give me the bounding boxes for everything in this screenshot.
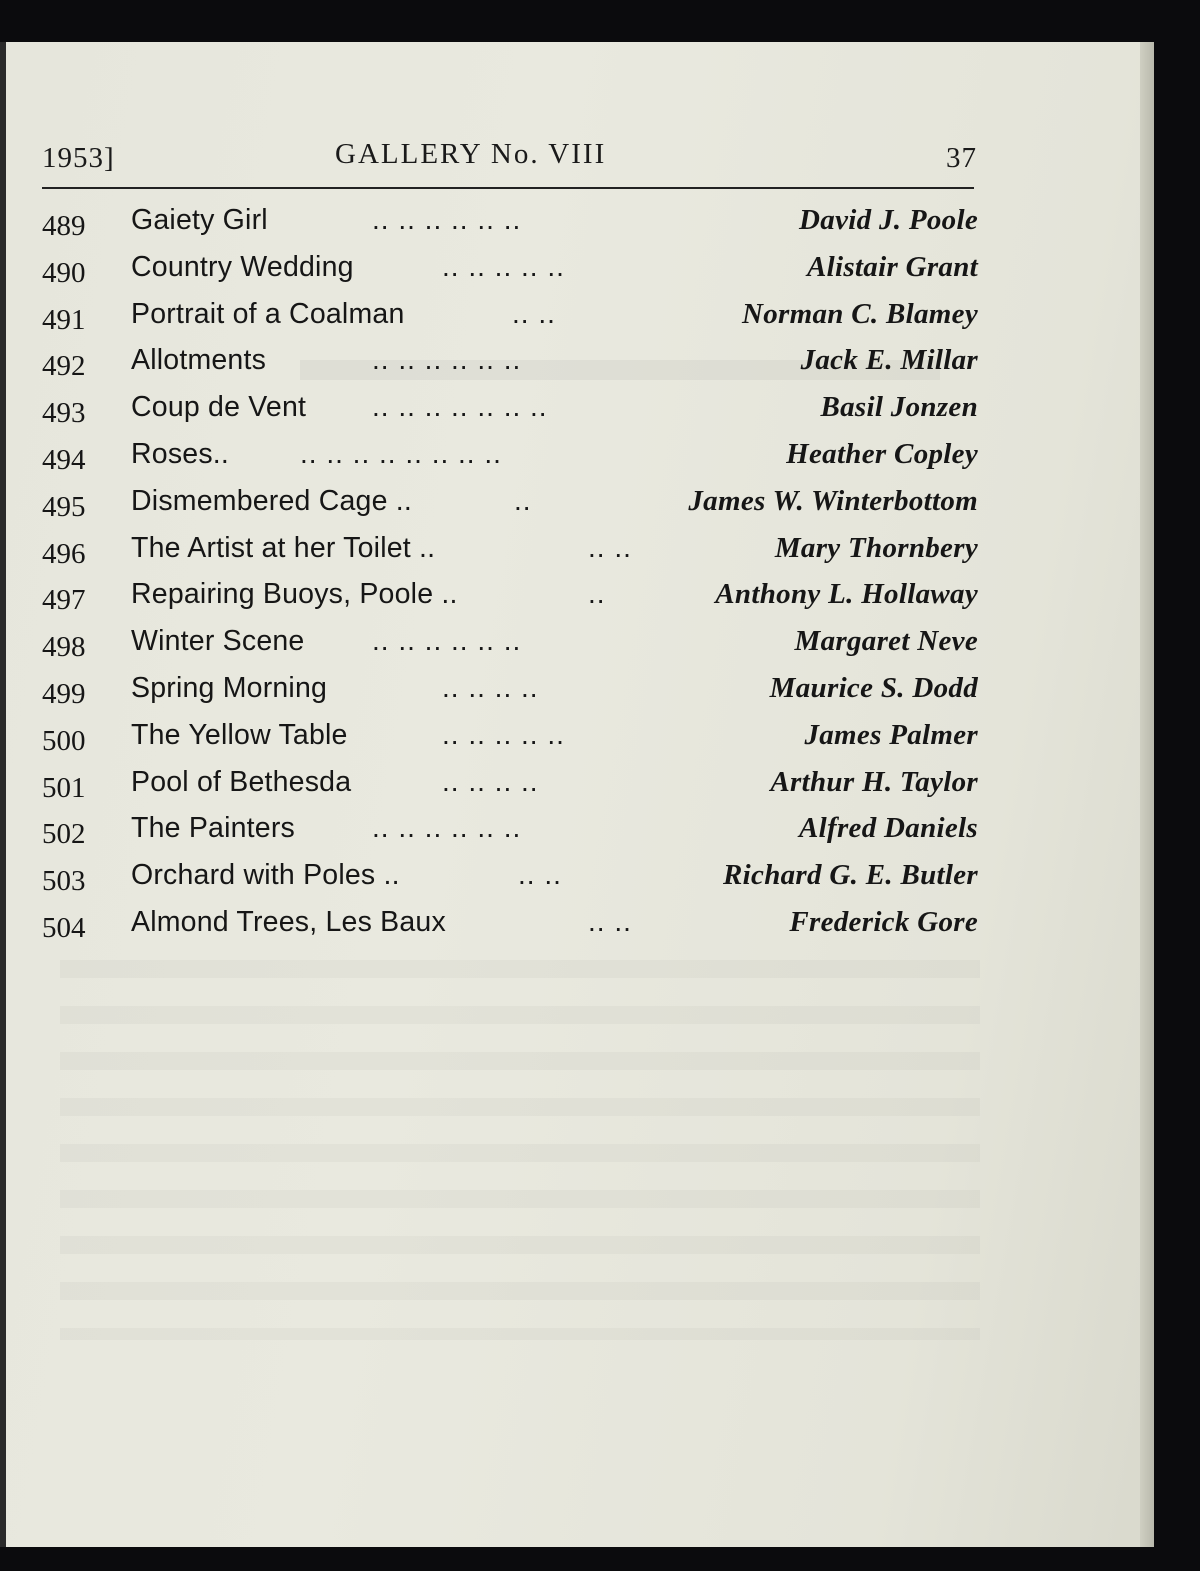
entry-artist: Basil Jonzen xyxy=(820,391,978,424)
entry-number: 494 xyxy=(42,443,86,476)
entry-title: Gaiety Girl xyxy=(131,204,268,236)
catalogue-entry xyxy=(42,857,978,904)
entry-number: 502 xyxy=(42,818,86,851)
entry-title: The Painters xyxy=(131,812,295,845)
dot-leader: .. .. .. .. .. .. xyxy=(372,625,522,657)
dot-leader: .. .. .. .. .. .. xyxy=(372,344,522,376)
catalogue-entry xyxy=(42,717,978,764)
dot-leader: .. .. xyxy=(518,859,562,891)
catalogue-entry xyxy=(42,764,978,811)
entry-artist: Alfred Daniels xyxy=(798,812,978,845)
entry-title: Spring Morning xyxy=(131,671,328,704)
catalogue-entry xyxy=(42,342,978,389)
entry-artist: James Palmer xyxy=(804,718,978,751)
entry-artist: David J. Poole xyxy=(799,204,978,236)
entry-title: Winter Scene xyxy=(131,625,305,658)
entry-title: Almond Trees, Les Baux xyxy=(131,905,446,938)
header-rule xyxy=(42,187,974,189)
entry-number: 497 xyxy=(42,584,86,617)
entry-title: Dismembered Cage .. xyxy=(131,484,412,517)
running-header xyxy=(42,138,977,178)
catalogue-entry xyxy=(42,483,978,530)
dot-leader: .. .. xyxy=(512,297,556,329)
entry-artist: James W. Winterbottom xyxy=(688,484,978,517)
catalogue-entry xyxy=(42,904,978,951)
catalogue-entry xyxy=(42,389,978,436)
dot-leader: .. .. .. .. .. xyxy=(442,250,565,282)
dot-leader: .. .. xyxy=(588,905,632,937)
page-number: 37 xyxy=(946,142,977,174)
catalogue-list xyxy=(42,202,978,951)
dot-leader: .. .. .. .. xyxy=(442,765,539,797)
dot-leader: .. .. .. .. .. .. .. xyxy=(372,391,548,423)
entry-artist: Jack E. Millar xyxy=(800,344,978,377)
catalogue-entry xyxy=(42,810,978,857)
header-title: GALLERY No. VIII xyxy=(335,138,607,170)
dot-leader: .. xyxy=(514,484,532,516)
page-edge xyxy=(1140,42,1154,1547)
entry-artist: Maurice S. Dodd xyxy=(769,671,978,704)
entry-artist: Norman C. Blamey xyxy=(741,297,978,330)
entry-title: The Artist at her Toilet .. xyxy=(131,531,436,564)
entry-number: 501 xyxy=(42,771,86,804)
entry-number: 504 xyxy=(42,911,86,944)
catalogue-entry xyxy=(42,249,978,296)
entry-number: 493 xyxy=(42,397,86,430)
catalogue-entry xyxy=(42,576,978,623)
catalogue-entry xyxy=(42,202,978,249)
dot-leader: .. .. .. .. .. .. xyxy=(372,204,522,235)
entry-artist: Arthur H. Taylor xyxy=(770,765,978,798)
entry-number: 489 xyxy=(42,210,86,242)
entry-number: 498 xyxy=(42,631,86,664)
entry-artist: Margaret Neve xyxy=(794,625,978,658)
dot-leader: .. .. .. .. .. xyxy=(442,718,565,750)
catalogue-entry xyxy=(42,623,978,670)
dot-leader: .. .. .. .. .. .. xyxy=(372,812,522,844)
entry-number: 490 xyxy=(42,256,86,289)
entry-artist: Mary Thornbery xyxy=(774,531,978,564)
dot-leader: .. .. .. .. xyxy=(442,671,539,703)
entry-title: Allotments xyxy=(131,344,267,377)
entry-artist: Richard G. E. Butler xyxy=(723,859,978,892)
entry-artist: Anthony L. Hollaway xyxy=(715,578,978,611)
catalogue-entry xyxy=(42,436,978,483)
entry-artist: Heather Copley xyxy=(786,437,978,470)
entry-title: The Yellow Table xyxy=(131,718,348,751)
dot-leader: .. .. xyxy=(588,531,632,563)
entry-title: Repairing Buoys, Poole .. xyxy=(131,578,458,611)
entry-artist: Frederick Gore xyxy=(789,905,978,938)
entry-title: Roses.. xyxy=(131,437,230,470)
entry-number: 492 xyxy=(42,350,86,383)
dot-leader: .. xyxy=(588,578,606,610)
entry-number: 495 xyxy=(42,490,86,523)
entry-title: Coup de Vent xyxy=(131,391,307,424)
entry-title: Portrait of a Coalman xyxy=(131,297,405,330)
entry-artist: Alistair Grant xyxy=(806,250,978,283)
entry-title: Orchard with Poles .. xyxy=(131,859,400,892)
entry-number: 499 xyxy=(42,677,86,710)
catalogue-entry xyxy=(42,530,978,577)
entry-number: 503 xyxy=(42,865,86,898)
entry-title: Pool of Bethesda xyxy=(131,765,352,798)
entry-number: 496 xyxy=(42,537,86,570)
dot-leader: .. .. .. .. .. .. .. .. xyxy=(300,437,502,469)
catalogue-entry xyxy=(42,670,978,717)
header-year: 1953] xyxy=(42,142,115,174)
entry-number: 491 xyxy=(42,303,86,336)
entry-title: Country Wedding xyxy=(131,250,354,283)
entry-number: 500 xyxy=(42,724,86,757)
catalogue-entry xyxy=(42,296,978,343)
